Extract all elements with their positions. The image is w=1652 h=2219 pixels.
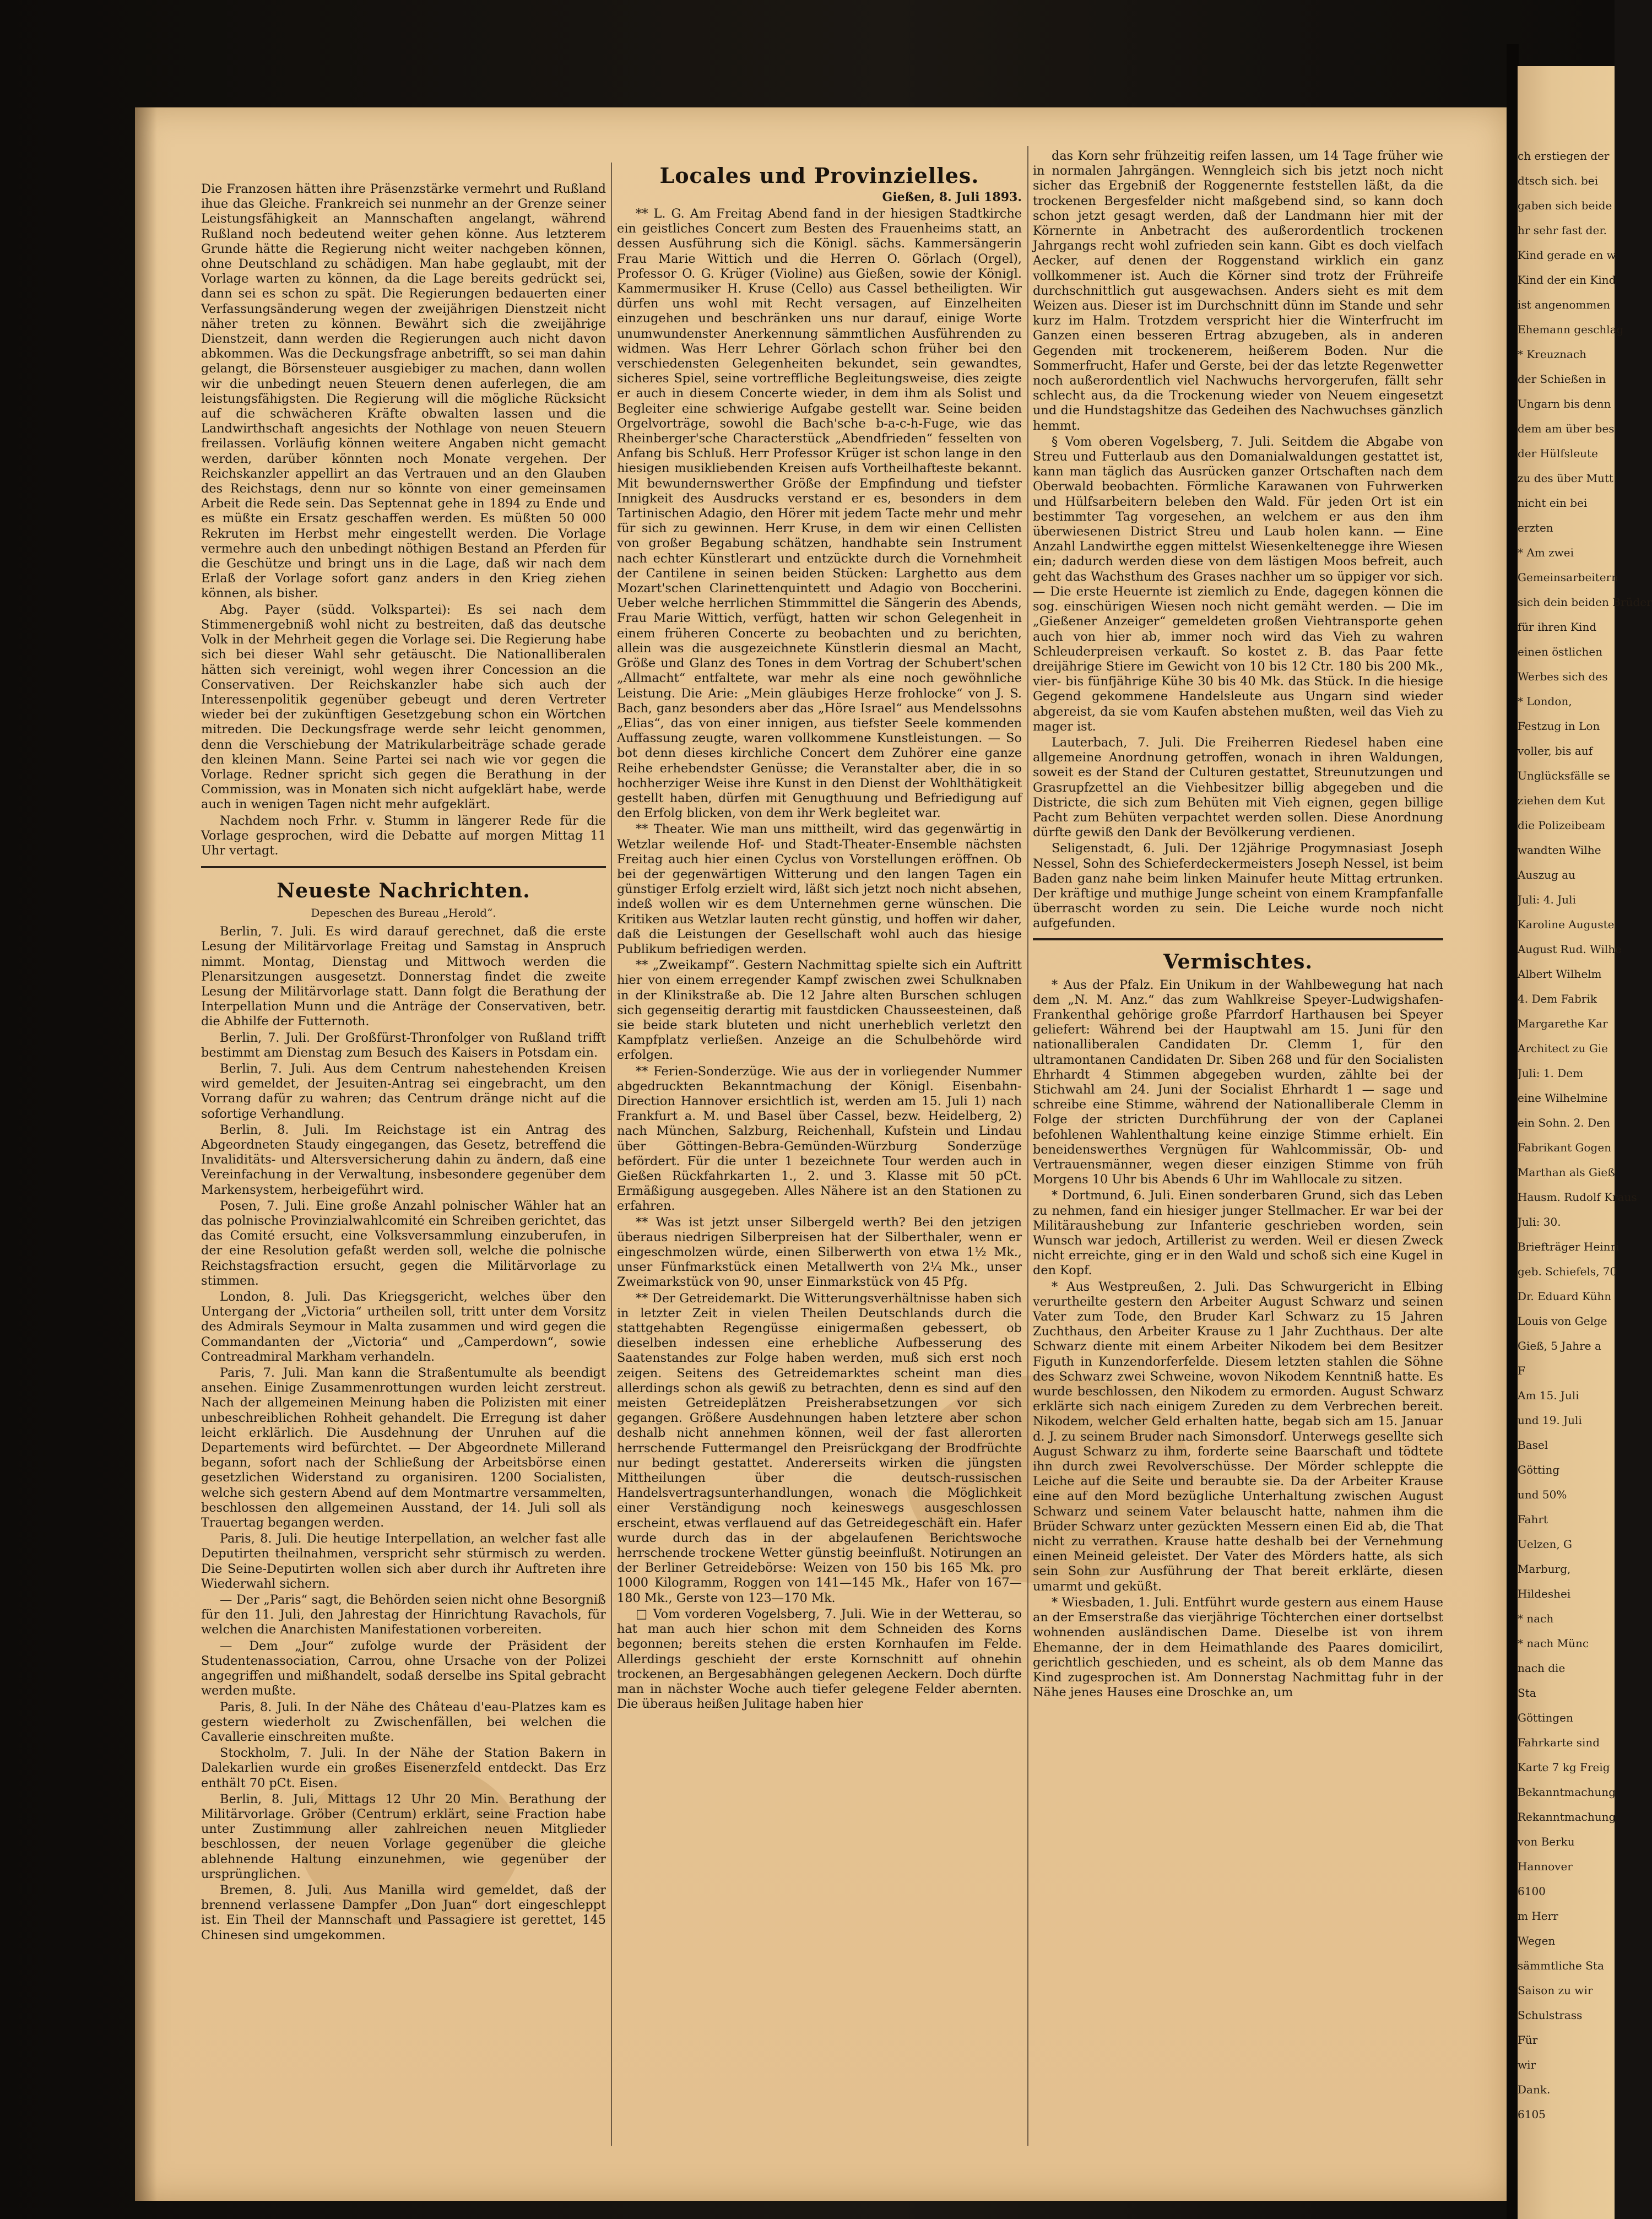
- report-paragraph: Abg. Payer (südd. Volkspartei): Es sei nach dem Stimmenergebniß wohl nicht zu bestreiten, daß das deutsche Volk in der Mehrheit gegen die Vorlage sei. Die Regierung habe sich bei dieser Wahl sehr getäuscht. Die Nationalliberalen hätten sich vereinigt, wohl wegen ihrer Concession an die Conservativen. Der Reichskanzler habe sich auch der Interessenpolitik gegenüber gebeugt und deren Vertreter wieder bei der zukünftigen Gesetzgebung schon ein Wörtchen mitreden. Die Deckungsfrage werde sehr leicht genommen, denn die Verschiebung der Matrikularbeiträge schade gerade den kleinen Mann. Seine Partei sei nach wie vor gegen die Vorlage. Redner spricht sich gegen die Berathung in der Commission, was in Monaten sich nicht aufgeklärt habe, werde auch in wenigen Tagen nicht mehr aufgeklärt.: [201, 602, 606, 812]
- column-1: [201, 182, 606, 1944]
- fragment-line: für ihren Kind: [1518, 620, 1597, 634]
- fragment-line: von Berku: [1518, 1835, 1575, 1848]
- fragment-line: geb. Schiefels, 70: [1518, 1265, 1617, 1278]
- misc-news-item: * Aus der Pfalz. Ein Unikum in der Wahlbewegung hat nach dem „N. M. Anz.“ das zum Wahlkreise Speyer-Ludwigshafen-Frankenthal gehörige große Pfarrdorf Harthausen bei Speyer geliefert: Während bei der Hauptwahl am 15. Juni für den nationalliberalen Candidaten Dr. Clemm 1, für den ultramontanen Candidaten Dr. Siben 268 und für den Socialisten Ehrhardt 4 Stimmen abgegeben wurden, zählte bei der Stichwahl am 24. Juni der Socialist Ehrhardt 1 — sage und schreibe eine Stimme, während der Nationalliberale Clemm in Folge der stricten Durchführung der von der Caplanei befohlenen Wahlenthaltung keine einzige Stimme erhielt. Ein beneidenswerthes Vergnügen für Wahlcommissär, Ob- und Vertrauensmänner, wegen dieser einzigen Stimme von früh Morgens 10 Uhr bis Abends 6 Uhr im Wahllocale zu sitzen.: [1033, 977, 1443, 1187]
- book-gutter: [1507, 44, 1519, 2219]
- fragment-line: Fahrkarte sind: [1518, 1736, 1600, 1749]
- fragment-line: Gemeinsarbeitern: [1518, 571, 1618, 584]
- news-item: — Der „Paris“ sagt, die Behörden seien nicht ohne Besorgniß für den 11. Juli, den Jahrestag der Hinrichtung Ravachols, für welchen die Anarchisten Manifestationen vorbereiten.: [201, 1593, 606, 1637]
- misc-news-item: * Dortmund, 6. Juli. Einen sonderbaren Grund, sich das Leben zu nehmen, fand ein hiesiger junger Stellmacher. Er war bei der Militäraushebung zur Infanterie geschrieben worden, sein Wunsch war jedoch, Artillerist zu werden. Weil er diesen Zweck nicht erreichte, ging er in den Wald und schoß sich eine Kugel in den Kopf.: [1033, 1188, 1443, 1278]
- fragment-line: * Am zwei: [1518, 546, 1574, 559]
- local-news-item: ** „Zweikampf“. Gestern Nachmittag spielte sich ein Auftritt hier von einem erregender Kampf zwischen zwei Schulknaben in der Klinikstraße ab. Die 12 Jahre alten Burschen schlugen sich gegenseitig derartig mit faustdicken Chausseesteinen, daß sie beide stark bluteten und nicht unerheblich verletzt den Kampfplatz verließen. Anzeige an die Schulbehörde wird erfolgen.: [617, 958, 1022, 1063]
- misc-news-item: * Wiesbaden, 1. Juli. Entführt wurde gestern aus einem Hause an der Emserstraße das vierjährige Töchterchen einer dortselbst wohnenden ausländischen Dame. Dieselbe ist von ihrem Ehemanne, der in dem Heimathlande des Paares domicilirt, gerichtlich geschieden, und es scheint, als ob dem Manne das Kind zugesprochen ist. Am Donnerstag Nachmittag fuhr in der Nähe jenes Hauses eine Droschke an, um: [1033, 1595, 1443, 1700]
- fragment-line: Fahrt: [1518, 1513, 1548, 1526]
- section-heading: Vermischtes.: [1163, 950, 1313, 973]
- fragment-line: Für: [1518, 2033, 1538, 2047]
- fragment-line: nach die: [1518, 1661, 1566, 1675]
- fragment-line: Gieß, 5 Jahre a: [1518, 1339, 1601, 1352]
- news-item: Paris, 8. Juli. Die heutige Interpellation, an welcher fast alle Deputirten theilnahmen, verspricht sehr stürmisch zu werden. Die Seine-Deputirten wollen sich aber durch ihr Auftreten ihre Wiederwahl sichern.: [201, 1531, 606, 1591]
- section-subheading: Depeschen des Bureau „Herold“.: [311, 906, 496, 920]
- fragment-line: * London,: [1518, 695, 1572, 708]
- fragment-line: Dr. Eduard Kühn: [1518, 1290, 1612, 1303]
- news-item: Berlin, 7. Juli. Der Großfürst-Thronfolger von Rußland trifft bestimmt am Dienstag zum Besuch des Kaisers in Potsdam ein.: [201, 1030, 606, 1060]
- news-item: London, 8. Juli. Das Kriegsgericht, welches über den Untergang der „Victoria“ urtheilen soll, tritt unter dem Vorsitz des Admirals Seymour in Malta zusammen und wird gegen die Commandanten der „Victoria“ und „Camperdown“, sowie Contreadmiral Markham verhandeln.: [201, 1290, 606, 1364]
- fragment-line: Architect zu Gie: [1518, 1042, 1608, 1055]
- fragment-line: nicht ein bei: [1518, 496, 1588, 510]
- fragment-line: Louis von Gelge: [1518, 1314, 1607, 1328]
- fragment-line: der Hülfsleute: [1518, 447, 1598, 460]
- fragment-line: ch erstiegen der: [1518, 149, 1610, 163]
- fragment-line: F: [1518, 1364, 1525, 1377]
- fragment-line: Marburg,: [1518, 1562, 1571, 1576]
- report-paragraph: Die Franzosen hätten ihre Präsenzstärke vermehrt und Rußland ihue das Gleiche. Frankreich sei nunmehr an der Grenze seiner Leistungsfähigkeit an Mannschaften angelangt, während Rußland noch bedeutend weiter gehen könne. Aus letzterem Grunde hätte die Regierung nicht weiter nachgeben können, ohne Deutschland zu schädigen. Man habe geglaubt, mit der Vorlage warten zu können, da die Lage bereits gedrückt sei, dann sei es schon zu spät. Die Regierungen bedauerten einer Verfassungsänderung wegen der zweijährigen Dienstzeit nicht näher treten zu können. Bewährt sich die zweijährige Dienstzeit, dann werden die Regierungen auch nicht davon abkommen. Was die Deckungsfrage anbetrifft, so sei man dahin gelangt, die Börsensteuer ausgiebiger zu machen, dann wollen wir die unbedingt neuen Steuern denen auferlegen, die am leistungsfähigsten. Die Regierung will die mögliche Rücksicht auf die schwächeren Kräfte obwalten lassen und die Landwirthschaft angesichts der Nothlage von neuen Steuern freilassen. Vorläufig können weitere Angaben nicht gemacht werden, darüber könnten noch Monate vergehen. Der Reichskanzler appellirt an das Vertrauen und an den Glauben des Reichstags, denn nur so könnte von einer gemeinsamen Arbeit die Rede sein. Das Septennat gehe in 1894 zu Ende und es müßte ein Ersatz geschaffen werden. Es müßten 50 000 Rekruten im Herbst mehr eingestellt werden. Die Vorlage vermehre auch den unbedingt nöthigen Bestand an Pferden für die Geschütze und bringt uns in die Lage, daß wir nach dem Erlaß der Vorlage sofort ganz anders in den Krieg ziehen können, als bisher.: [201, 182, 606, 601]
- fragment-line: wir: [1518, 2058, 1536, 2071]
- fragment-line: Hannover: [1518, 1860, 1573, 1873]
- fragment-line: und 19. Juli: [1518, 1414, 1582, 1427]
- fragment-line: Auszug au: [1518, 868, 1575, 881]
- fragment-line: Ehemann geschlag: [1518, 323, 1624, 336]
- fragment-line: Karoline Auguste: [1518, 918, 1615, 931]
- local-news-item: ** Was ist jetzt unser Silbergeld werth? Bei den jetzigen überaus niedrigen Silberpreisen hat der Silberthaler, wenn er eingeschmolzen würde, einen Silberwerth von etwa 1½ Mk., unser Fünfmarkstück einen Metallwerth von 2¼ Mk., unser Zweimarkstück von 90, unser Einmarkstück von 45 Pfg.: [617, 1215, 1022, 1290]
- news-item: Stockholm, 7. Juli. In der Nähe der Station Bakern in Dalekarlien wurde ein großes Eisenerzfeld entdeckt. Das Erz enthält 70 pCt. Eisen.: [201, 1746, 606, 1790]
- fragment-line: m Herr: [1518, 1909, 1558, 1923]
- fragment-line: sich dein beiden Brüder: [1518, 596, 1652, 609]
- local-news-item: Seligenstadt, 6. Juli. Der 12jährige Progymnasiast Joseph Nessel, Sohn des Schieferdeckermeisters Joseph Nessel, ist beim Baden ganz nahe beim linken Mainufer heute Mittag ertrunken. Der kräftige und muthige Junge scheint von einem Krampfanfalle überrascht worden zu sein. Die Leiche wurde noch nicht aufgefunden.: [1033, 841, 1443, 931]
- fragment-line: Festzug in Lon: [1518, 719, 1600, 733]
- fragment-line: August Rud. Wilhe: [1518, 943, 1622, 956]
- fragment-line: 6100: [1518, 1885, 1546, 1898]
- dateline: Gießen, 8. Juli 1893.: [882, 190, 1022, 204]
- misc-news-list: [1033, 978, 1443, 1701]
- fragment-line: Sta: [1518, 1686, 1536, 1700]
- fragment-line: Ungarn bis denn: [1518, 397, 1611, 410]
- fragment-line: Schulstrass: [1518, 2009, 1583, 2022]
- news-item: Berlin, 7. Juli. Es wird darauf gerechnet, daß die erste Lesung der Militärvorlage Freitag und Samstag in Anspruch nimmt. Montag, Dienstag und Mittwoch werden die Plenarsitzungen ausgesetzt. Donnerstag findet die zweite Lesung der Militärvorlage statt. Dann folgt die Berathung der Interpellation Munn und die Anträge der Conservativen, betr. die Abhilfe der Futternoth.: [201, 924, 606, 1029]
- fragment-line: Kind der ein Kind: [1518, 273, 1616, 286]
- fragment-line: eine Wilhelmine: [1518, 1091, 1608, 1105]
- fragment-line: und 50%: [1518, 1488, 1567, 1501]
- news-item: Bremen, 8. Juli. Aus Manilla wird gemeldet, daß der brennend verlassene Dampfer „Don Juan“ dort eingeschleppt ist. Ein Theil der Mannschaft und Passagiere ist gerettet, 145 Chinesen sind umgekommen.: [201, 1882, 606, 1942]
- newspaper-page: [135, 107, 1507, 2201]
- local-news-item: ** Theater. Wie man uns mittheilt, wird das gegenwärtig in Wetzlar weilende Hof- und Stadt-Theater-Ensemble nächsten Freitag auch hier einen Cyclus von Vorstellungen eröffnen. Ob bei der gegenwärtigen Witterung und den langen Tagen ein günstiger Erfolg erzielt wird, läßt sich jetzt noch nicht absehen, indeß wollen wir es dem Unternehmen gerne wünschen. Die Kritiken aus Wetzlar lauten recht günstig, und hoffen wir daher, daß die Leistungen der Gesellschaft wohl auch das hiesige Publikum befriedigen werden.: [617, 822, 1022, 956]
- fragment-line: * nach Münc: [1518, 1637, 1589, 1650]
- fragment-line: Briefträger Heinri: [1518, 1240, 1619, 1253]
- section-heading: Locales und Provinzielles.: [659, 163, 979, 188]
- local-news-continued: [1033, 149, 1443, 932]
- fragment-line: gaben sich beide: [1518, 199, 1612, 212]
- fragment-line: zu des über Mutt: [1518, 472, 1613, 485]
- fragment-line: erzten: [1518, 521, 1553, 534]
- fragment-line: * nach: [1518, 1612, 1554, 1625]
- fragment-line: dem am über bes: [1518, 422, 1615, 435]
- fragment-line: Göttingen: [1518, 1711, 1573, 1724]
- local-news-item: § Vom oberen Vogelsberg, 7. Juli. Seitdem die Abgabe von Streu und Futterlaub aus den Domanialwaldungen gestattet ist, kann man täglich das Ausrücken ganzer Ortschaften nach dem Oberwald beobachten. Förmliche Karawanen von Fuhrwerken und Hülfsarbeitern beleben den Wald. Für jeden Ort ist ein bestimmter Tag vorgesehen, an welchem er aus den ihm überwiesenen District Streu und Laub holen kann. — Eine Anzahl Landwirthe eggen mittelst Wiesenkeltenegge ihre Wiesen ein; dadurch werden diese von dem lästigen Moos befreit, auch geht das Wachsthum des Grases nachher um so üppiger vor sich. — Die erste Heuernte ist ziemlich zu Ende, dagegen können die sog. einschürigen Wiesen noch nicht gemäht werden. — Die im „Gießener Anzeiger“ gemeldeten großen Viehtransporte gehen auch von hier ab, immer noch wird das Vieh zu wahren Schleuderpreisen verkauft. So kostet z. B. das Paar fette dreijährige Stiere im Gewicht von 10 bis 12 Ctr. 180 bis 200 Mk., vier- bis fünfjährige Kühe 30 bis 40 Mk. das Stück. In die hiesige Gegend gekommene Handelsleute aus Ungarn sind wieder abgereist, da sie vom Kaufen abstehen mußten, weil das Vieh zu mager ist.: [1033, 434, 1443, 734]
- fragment-line: Marthan als Gieß: [1518, 1166, 1615, 1179]
- fragment-line: Dank.: [1518, 2083, 1551, 2096]
- fragment-line: Albert Wilhelm: [1518, 967, 1602, 981]
- fragment-line: Hausm. Rudolf Kraus: [1518, 1190, 1637, 1204]
- fragment-line: Uelzen, G: [1518, 1538, 1573, 1551]
- fragment-line: wandten Wilhe: [1518, 843, 1601, 857]
- fragment-line: * Kreuznach: [1518, 348, 1586, 361]
- fragment-line: der Schießen in: [1518, 372, 1606, 386]
- fragment-line: die Polizeibeam: [1518, 819, 1606, 832]
- news-item: Posen, 7. Juli. Eine große Anzahl polnischer Wähler hat an das polnische Provinzialwahlcomité ein Schreiben gerichtet, das das Comité ersucht, eine Volksversammlung einzuberufen, in der eine Resolution gefaßt werden soll, welche die polnische Reichstagsfraction ersucht, gegen die Militärvorlage zu stimmen.: [201, 1198, 606, 1288]
- adjacent-page-edge: [1518, 66, 1652, 2219]
- news-item: Paris, 8. Juli. In der Nähe des Château d'eau-Platzes kam es gestern wiederholt zu Zwischenfällen, bei welchen die Cavallerie einschreiten mußte.: [201, 1700, 606, 1744]
- news-item: Paris, 7. Juli. Man kann die Straßentumulte als beendigt ansehen. Einige Zusammenrottungen wurden leicht zerstreut. Nach der allgemeinen Meinung haben die Polizisten mit einer unbeschreiblichen Rohheit gehandelt. Die Erregung ist daher leicht erklärlich. Die Ausdehnung der Unruhen auf die Departements wird befürchtet. — Der Abgeordnete Millerand begann, sofort nach der Schließung der Arbeitsbörse einen gesetzlichen Widerstand zu organisiren. 1200 Socialisten, welche sich gestern Abend auf dem Montmartre versammelten, beschlossen den allgemeinen Ausstand, der 14. Juli soll als Trauertag begangen werden.: [201, 1366, 606, 1530]
- parliament-report: [201, 182, 606, 858]
- fragment-line: Hildeshei: [1518, 1587, 1571, 1600]
- fragment-line: ist angenommen: [1518, 298, 1611, 311]
- news-list: [201, 924, 606, 1943]
- news-item: — Dem „Jour“ zufolge wurde der Präsident der Studentenassociation, Carrou, ohne Ursache von der Polizei angegriffen und mißhandelt, sodaß derselbe ins Spital gebracht werden mußte.: [201, 1638, 606, 1698]
- section-divider: [1033, 938, 1443, 944]
- fragment-line: Fabrikant Gogen: [1518, 1141, 1612, 1154]
- section-heading: Neueste Nachrichten.: [277, 879, 530, 903]
- column-3: [1033, 149, 1443, 1701]
- local-news-item: das Korn sehr frühzeitig reifen lassen, um 14 Tage früher wie in normalen Jahrgängen. Wenngleich sich bis jetzt noch nicht sicher das Ergebniß der Roggenernte feststellen läßt, da die trockenen Bergesfelder nicht maßgebend sind, so kann doch schon jetzt gesagt werden, daß der Landmann hier mit der Körnernte in Anbetracht des außerordentlich trockenen Jahrgangs recht wohl zufrieden sein kann. Gibt es doch vielfach Aecker, auf denen der Roggenstand wirklich ein ganz vollkommener ist. Auch die Körner sind trotz der Frühreife durchschnittlich gut ausgewachsen. Anders sieht es mit dem Weizen aus. Dieser ist im Durchschnitt dünn im Stande und sehr kurz im Halm. Trotzdem verspricht hier die Winterfrucht im Ganzen einen besseren Ertrag abzugeben, als in anderen Gegenden mit trockenerem, heißerem Boden. Nur die Sommerfrucht, Hafer und Gerste, bei der das letzte Regenwetter noch außerordentlich viel Nachwuchs hervorgerufen, fällt sehr schlecht aus, da die Trockenung wieder von Neuem eingesetzt und die Hundstagshitze das Gedeihen des Nachwuchses gänzlich hemmt.: [1033, 149, 1443, 433]
- section-divider: [201, 866, 606, 872]
- news-item: Berlin, 8. Juli. Im Reichstage ist ein Antrag des Abgeordneten Staudy eingegangen, das Gesetz, betreffend die Invaliditäts- und Altersversicherung dahin zu ändern, daß eine Vereinfachung in der Verwaltung, insbesondere gegenüber dem Markensystem, herbeigeführt wird.: [201, 1122, 606, 1197]
- local-news-item: Lauterbach, 7. Juli. Die Freiherren Riedesel haben eine allgemeine Anordnung getroffen, wonach in ihren Waldungen, soweit es der Stand der Culturen gestattet, Streunutzungen und Grasrupfzettel an die Viehbesitzer billig abgegeben und die Districte, die sich zum Behüten mit Vieh eignen, gegen billige Pacht zum Behüten verpachtet werden sollen. Diese Anordnung dürfte gewiß den Dank der Bevölkerung verdienen.: [1033, 735, 1443, 840]
- fragment-line: Unglücksfälle se: [1518, 769, 1610, 782]
- fragment-line: Bekanntmachung: [1518, 1785, 1616, 1799]
- fragment-line: Am 15. Juli: [1518, 1389, 1579, 1402]
- local-news-item: ** Ferien-Sonderzüge. Wie aus der in vorliegender Nummer abgedruckten Bekanntmachung der Königl. Eisenbahn-Direction Hannover ersichtlich ist, werden am 15. Juli 1) nach Frankfurt a. M. und Basel über Cassel, bezw. Heidelberg, 2) nach München, Salzburg, Reichenhall, Kufstein und Lindau über Göttingen-Bebra-Gemünden-Würzburg Sonderzüge befördert. Für die unter 1 bezeichnete Tour werden auch in Gießen Rückfahrkarten 1., 2. und 3. Klasse mit 50 pCt. Ermäßigung ausgegeben. Alles Nähere ist an den Stationen zu erfahren.: [617, 1064, 1022, 1214]
- fragment-line: ein Sohn. 2. Den: [1518, 1116, 1610, 1129]
- local-news-item: ** L. G. Am Freitag Abend fand in der hiesigen Stadtkirche ein geistliches Concert zum Besten des Frauenheims statt, an dessen Ausführung sich die Königl. sächs. Kammersängerin Frau Marie Wittich und die Herren O. Görlach (Orgel), Professor O. G. Krüger (Violine) aus Gießen, sowie der Königl. Kammermusiker H. Kruse (Cello) aus Cassel betheiligten. Wir dürfen uns wohl mit Recht versagen, auf Einzelheiten einzugehen und beschränken uns nur darauf, einige Worte unumwundenster Anerkennung sämmtlichen Ausführenden zu widmen. Was Herr Lehrer Görlach schon früher bei den verschiedensten Gelegenheiten bekundet, sein gewandtes, sicheres Spiel, seine vortreffliche Begleitungsweise, dies zeigte er auch in diesem Concerte wieder, in dem ihm als Solist und Begleiter eine schwierige Aufgabe gestellt war. Seine beiden Orgelvorträge, sowohl die Bach'sche b-a-c-h-Fuge, wie das Rheinberger'sche Characterstück „Abendfrieden“ fesselten von Anfang bis Schluß. Herr Professor Krüger ist schon lange in den hiesigen musikliebenden Kreisen aufs Vortheilhafteste bekannt. Mit bewundernswerther Größe der Empfindung und tiefster Innigkeit des Ausdrucks verstand er es, besonders in dem Tartinischen Adagio, den Hörer mit jedem Tacte mehr und mehr für sich zu gewinnen. Herr Kruse, in dem wir einen Cellisten von großer Begabung schätzen, handhabte sein Instrument nach echter Künstlerart und entzückte durch die Vornehmheit der Cantilene in seinen beiden Stücken: Larghetto aus dem Mozart'schen Clarinettenquintett und Adagio von Boccherini. Ueber welche herrlichen Stimmmittel die Sängerin des Abends, Frau Marie Wittich, verfügt, hatten wir schon Gelegenheit in einem früheren Concerte zu beobachten und zu berichten, allein was die ausgezeichnete Künstlerin diesmal an Macht, Größe und Glanz des Tones in dem Vortrag der Schubert'schen „Allmacht“ entfaltete, war mehr als eine noch gewöhnliche Leistung. Die Arie: „Mein gläubiges Herze frohlocke“ von J. S. Bach, ganz besonders aber das „Höre Israel“ aus Mendelssohns „Elias“, das von einer innigen, aus tiefster Seele kommenden Auffassung zeugte, waren vollkommene Kunstleistungen. — So bot denn dieses kirchliche Concert dem Zuhörer eine ganze Reihe erhebendster Genüsse; die Veranstalter aber, die in so hochherziger Weise ihre Kunst in den Dienst der Wohlthätigkeit gestellt haben, dürfen mit Genugthuung und Befriedigung auf den Erfolg blicken, von dem ihr Werk begleitet war.: [617, 207, 1022, 821]
- local-news-list: [617, 207, 1022, 1712]
- page-shadow: [135, 107, 157, 2201]
- fragment-line: Götting: [1518, 1463, 1560, 1476]
- fragment-line: Juli: 1. Dem: [1518, 1067, 1584, 1080]
- fragment-line: Basel: [1518, 1438, 1548, 1452]
- local-news-item: □ Vom vorderen Vogelsberg, 7. Juli. Wie in der Wetterau, so hat man auch hier schon mit dem Schneiden des Korns begonnen; bereits stehen die ersten Kornhaufen im Felde. Allerdings geschieht der erste Kornschnitt auf ohnehin trockenen, an Bergesabhängen gelegenen Aeckern. Doch dürfte man in nächster Woche auch tiefer gelegene Felder abernten. Die überaus heißen Julitage haben hier: [617, 1606, 1022, 1712]
- fragment-line: Werbes sich des: [1518, 670, 1608, 683]
- fragment-line: Margarethe Kar: [1518, 1017, 1608, 1030]
- fragment-line: dtsch sich. bei: [1518, 174, 1599, 187]
- fragment-line: Juli: 4. Juli: [1518, 893, 1576, 906]
- fragment-line: Wegen: [1518, 1934, 1556, 1947]
- fragment-line: Saison zu wir: [1518, 1984, 1593, 1997]
- fragment-line: hr sehr fast der.: [1518, 224, 1607, 237]
- column-2: [617, 163, 1022, 1713]
- fragment-line: sämmtliche Sta: [1518, 1959, 1604, 1972]
- fragment-line: voller, bis auf: [1518, 744, 1593, 757]
- local-news-item: ** Der Getreidemarkt. Die Witterungsverhältnisse haben sich in letzter Zeit in vielen Theilen Deutschlands durch die stattgehabten Regengüsse einigermaßen gebessert, ob dieselben indessen eine erhebliche Aufbesserung des Saatenstandes zur Folge haben werden, muß sich erst noch zeigen. Seitens des Getreidemarktes scheint man dies allerdings schon als gewiß zu betrachten, denn es sind auf den meisten Getreideplätzen Preisherabsetzungen vor sich gegangen. Größere Ausdehnungen haben letztere aber schon deshalb nicht annehmen können, weil der fast allerorten herrschende Futtermangel den Preisrückgang der Brodfrüchte nur bedingt gestattet. Andererseits wirken die jüngsten Mittheilungen über die deutsch-russischen Handelsvertragsunterhandlungen, wonach die Möglichkeit einer Verständigung noch keineswegs ausgeschlossen erscheint, etwas verflauend auf das Getreidegeschäft ein. Hafer wurde durch das in der abgelaufenen Berichtswoche herrschende trockene Wetter günstig beeinflußt. Notirungen an der Berliner Getreidebörse: Weizen von 150 bis 165 Mk. pro 1000 Kilogramm, Roggen von 141—145 Mk., Hafer von 167—180 Mk., Gerste von 123—170 Mk.: [617, 1291, 1022, 1605]
- column-rule: [611, 163, 612, 2146]
- fragment-line: 4. Dem Fabrik: [1518, 992, 1597, 1005]
- report-paragraph: Nachdem noch Frhr. v. Stumm in längerer Rede für die Vorlage gesprochen, wird die Debatte auf morgen Mittag 11 Uhr vertagt.: [201, 813, 606, 858]
- fragment-line: Juli: 30.: [1518, 1215, 1561, 1228]
- news-item: Berlin, 7. Juli. Aus dem Centrum nahestehenden Kreisen wird gemeldet, der Jesuiten-Antrag sei eingebracht, um den Vorrang dafür zu wahren; das Centrum dränge nicht auf die sofortige Verhandlung.: [201, 1061, 606, 1121]
- misc-news-item: * Aus Westpreußen, 2. Juli. Das Schwurgericht in Elbing verurtheilte gestern den Arbeiter August Schwarz und seinen Vater zum Tode, den Bruder Karl Schwarz zu 15 Jahren Zuchthaus, den Arbeiter Krause zu 1 Jahr Zuchthaus. Der alte Schwarz diente mit einem Arbeiter Nikodem bei dem Besitzer Figuth in Kunzendorferfelde. Diesem letzten stahlen die Söhne des Schwarz zwei Schweine, wovon Nikodem Kenntniß hatte. Es wurde beschlossen, den Nikodem zu ermorden. August Schwarz erklärte sich nach einigem Zureden zu dem Verbrechen bereit. Nikodem, welcher Geld erhalten hatte, begab sich am 15. Januar d. J. zu seinem Bruder nach Simonsdorf. Unterwegs gesellte sich August Schwarz zu ihm, forderte seine Baarschaft und tödtete ihn durch zwei Revolverschüsse. Der Mörder schleppte die Leiche auf die Seite und beraubte sie. Da der Arbeiter Krause eine auf den Mord bezügliche Unterhaltung zwischen August Schwarz und seinem Vater belauscht hatte, nahmen ihm die Brüder Schwarz unter gezückten Messern einen Eid ab, die That nicht zu verrathen. Krause hatte deshalb bei der Vernehmung einen Meineid geleistet. Der Vater des Mörders hatte, als sich sein Sohn zur Ausführung der That bereit erklärte, diesen umarmt und geküßt.: [1033, 1279, 1443, 1594]
- fragment-line: 6105: [1518, 2108, 1546, 2121]
- fragment-line: ziehen dem Kut: [1518, 794, 1605, 807]
- fragment-line: einen östlichen: [1518, 645, 1603, 658]
- fragment-line: Kind gerade en w: [1518, 248, 1616, 262]
- news-item: Berlin, 8. Juli, Mittags 12 Uhr 20 Min. Berathung der Militärvorlage. Gröber (Centrum) erklärt, seine Fraction habe unter Zustimmung aller zahlreichen neuen Mitglieder beschlossen, der neuen Vorlage gegenüber die gleiche ablehnende Haltung einzunehmen, wie gegenüber der ursprünglichen.: [201, 1792, 606, 1881]
- fragment-line: Rekanntmachung: [1518, 1810, 1616, 1823]
- column-rule: [1027, 146, 1028, 2146]
- fragment-line: Karte 7 kg Freig: [1518, 1761, 1610, 1774]
